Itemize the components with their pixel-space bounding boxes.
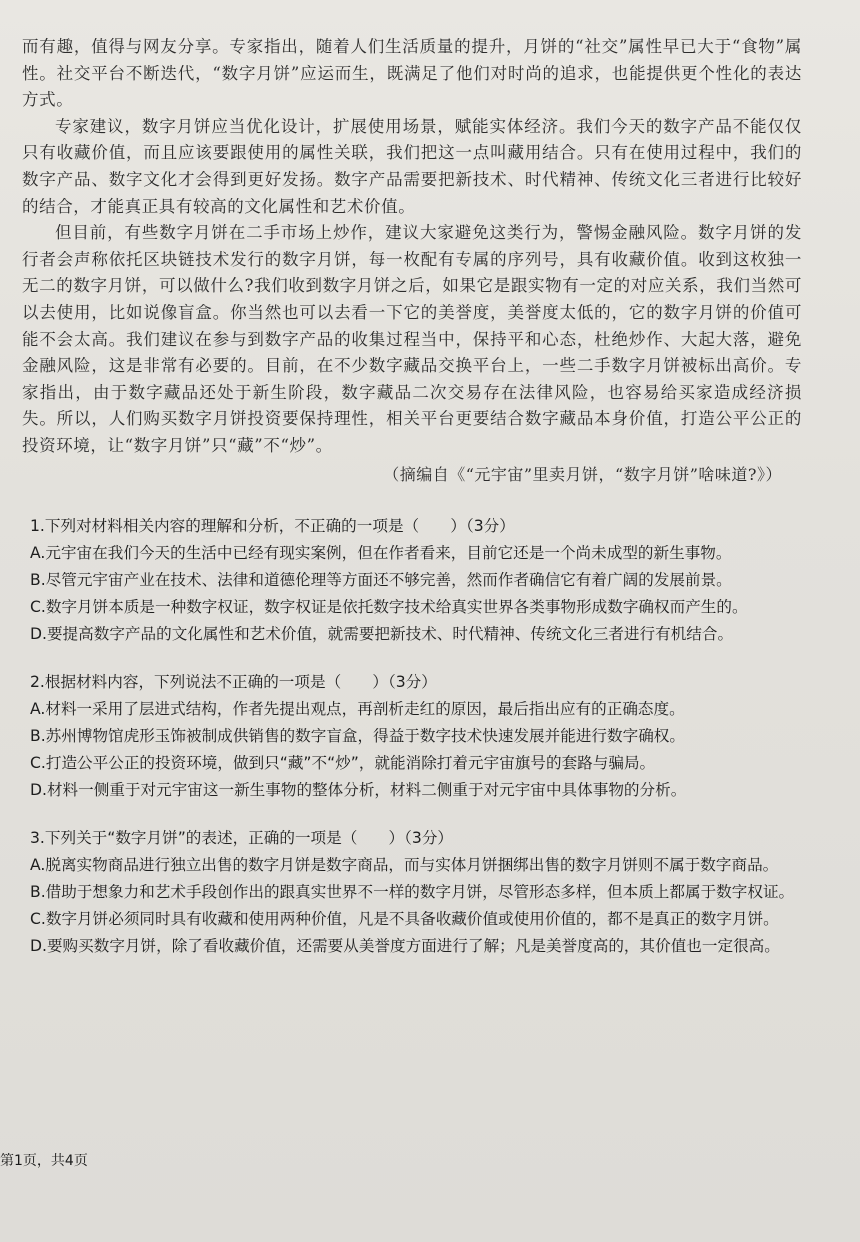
option-c: C.数字月饼必须同时具有收藏和使用两种价值，凡是不具备收藏价值或使用价值的，都不是真正的数字月饼。 <box>30 910 779 928</box>
option-d: D.要购买数字月饼，除了看收藏价值，还需要从美誉度方面进行了解；凡是美誉度高的，其价值也一定很高。 <box>30 937 780 955</box>
passage-paragraph-2: 专家建议，数字月饼应当优化设计，扩展使用场景，赋能实体经济。我们今天的数字产品不能仅仅只有收藏价值，而且应该要跟使用的属性关联，我们把这一点叫藏用结合。只有在使用过程中，我们的数字产品、数字文化才会得到更好发扬。数字产品需要把新技术、时代精神、传统文化三者进行比较好的结合，才能真正具有较高的文化属性和艺术价值。 <box>22 116 802 216</box>
question-1 <box>30 514 800 646</box>
option-b: B.借助于想象力和艺术手段创作出的跟真实世界不一样的数字月饼，尽管形态多样，但本质上都属于数字权证。 <box>30 883 795 901</box>
reading-passage <box>22 34 802 460</box>
passage-paragraph-3: 但目前，有些数字月饼在二手市场上炒作，建议大家避免这类行为，警惕金融风险。数字月饼的发行者会声称依托区块链技术发行的数字月饼，每一枚配有专属的序列号，具有收藏价值。收到这枚独一无二的数字月饼，可以做什么?我们收到数字月饼之后，如果它是跟实物有一定的对应关系，我们当然可以去使用，比如说像盲盒。你当然也可以去看一下它的美誉度，美誉度太低的，它的数字月饼的价值可能不会太高。我们建议在参与到数字产品的收集过程当中，保持平和心态，杜绝炒作、大起大落，避免金融风险，这是非常有必要的。目前，在不少数字藏品交换平台上，一些二手数字月饼被标出高价。专家指出，由于数字藏品还处于新生阶段，数字藏品二次交易存在法律风险，也容易给买家造成经济损失。所以，人们购买数字月饼投资要保持理性，相关平台更要结合数字藏品本身价值，打造公平公正的投资环境，让“数字月饼”只“藏”不“炒”。 <box>22 223 802 455</box>
option-d: D.材料一侧重于对元宇宙这一新生事物的整体分析，材料二侧重于对元宇宙中具体事物的分析。 <box>30 781 687 799</box>
option-c: C.数字月饼本质是一种数字权证，数字权证是依托数字技术给真实世界各类事物形成数字确权而产生的。 <box>30 598 748 616</box>
option-d: D.要提高数字产品的文化属性和艺术价值，就需要把新技术、时代精神、传统文化三者进行有机结合。 <box>30 625 734 643</box>
questions-section <box>30 514 800 982</box>
option-a: A.材料一采用了层进式结构，作者先提出观点，再剖析走红的原因，最后指出应有的正确态度。 <box>30 700 685 718</box>
option-b: B.苏州博物馆虎形玉饰被制成供销售的数字盲盒，得益于数字技术快速发展并能进行数字确权。 <box>30 727 685 745</box>
question-stem: 3.下列关于“数字月饼”的表述，正确的一项是（ ）（3分） <box>30 829 454 847</box>
question-3 <box>30 826 800 958</box>
question-stem: 1.下列对材料相关内容的理解和分析，不正确的一项是（ ）（3分） <box>30 517 515 535</box>
question-stem: 2.根据材料内容，下列说法不正确的一项是（ ）（3分） <box>30 673 437 691</box>
page-number: 第1页，共4页 <box>0 1153 88 1169</box>
option-b: B.尽管元宇宙产业在技术、法律和道德伦理等方面还不够完善，然而作者确信它有着广阔的发展前景。 <box>30 571 732 589</box>
question-2 <box>30 670 800 802</box>
option-a: A.脱离实物商品进行独立出售的数字月饼是数字商品，而与实体月饼捆绑出售的数字月饼则不属于数字商品。 <box>30 856 779 874</box>
passage-paragraph-1: 而有趣，值得与网友分享。专家指出，随着人们生活质量的提升，月饼的“社交”属性早已大于“食物”属性。社交平台不断迭代，“数字月饼”应运而生，既满足了他们对时尚的追求，也能提供更个性化的表达方式。 <box>22 37 802 110</box>
option-c: C.打造公平公正的投资环境，做到只“藏”不“炒”，就能消除打着元宇宙旗号的套路与骗局。 <box>30 754 656 772</box>
option-a: A.元宇宙在我们今天的生活中已经有现实案例，但在作者看来，目前它还是一个尚未成型的新生事物。 <box>30 544 732 562</box>
passage-source: （摘编自《“元宇宙”里卖月饼，“数字月饼”啥味道?》） <box>383 465 782 484</box>
